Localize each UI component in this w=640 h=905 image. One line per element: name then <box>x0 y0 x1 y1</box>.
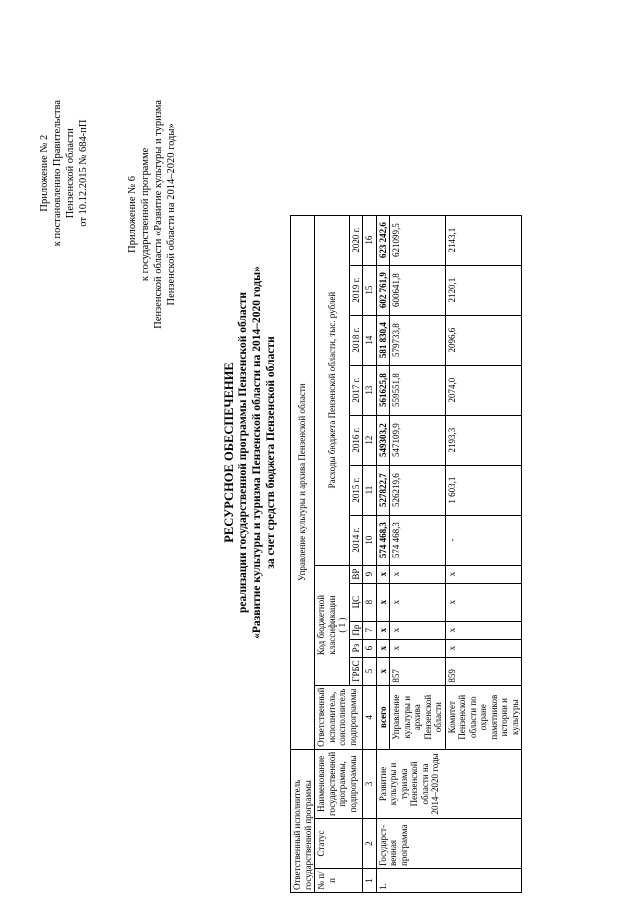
value-cell: 526219,6 <box>390 465 446 515</box>
value-cell: 574 468,3 <box>390 515 446 565</box>
col-number: 1 <box>363 869 377 893</box>
col-number: 16 <box>363 215 377 265</box>
responsible-label: Ответственный исполнитель государственной программы <box>291 749 315 892</box>
col-number: 2 <box>363 819 377 869</box>
grbs-cell: 859 <box>445 657 522 685</box>
header-budget-code-note: ( 1 ) <box>337 617 347 633</box>
column-numbers-row <box>363 215 377 892</box>
col-number: 4 <box>363 685 377 749</box>
col-number: 6 <box>363 639 377 657</box>
document-title <box>222 0 278 905</box>
header-vr: ВР <box>349 565 363 583</box>
header-status: Статус <box>315 819 363 869</box>
header-year-2016: 2016 г. <box>349 415 363 465</box>
responsible-value: Управление культуры и архива Пензенской области <box>291 215 315 749</box>
grbs-cell: 857 <box>390 657 446 685</box>
col-number: 3 <box>363 749 377 818</box>
header-budget-code <box>315 565 350 685</box>
value-cell: 549303,2 <box>376 415 390 465</box>
appendix-2-line2: к постановлению Правительства <box>52 100 63 247</box>
header-pr: Пр <box>349 621 363 639</box>
value-cell: 2120,1 <box>445 265 522 315</box>
grbs-cell: х <box>376 657 390 685</box>
header-year-2020: 2020 г. <box>349 215 363 265</box>
value-cell: 623 242,6 <box>376 215 390 265</box>
value-cell: - <box>445 515 522 565</box>
executor-cell: Управление культуры и архива Пензенской области <box>390 685 446 749</box>
row-status: Государст-венная программа <box>376 819 522 869</box>
header-year-2017: 2017 г. <box>349 365 363 415</box>
appendix-6-line1: Приложение № 6 <box>127 175 138 253</box>
header-grbs: ГРБС <box>349 657 363 685</box>
header-year-2014: 2014 г. <box>349 515 363 565</box>
header-executor: Ответственный исполнитель, соисполнитель подпрограммы <box>315 685 363 749</box>
col-number: 14 <box>363 315 377 365</box>
appendix-6-line4: Пензенской области на 2014–2020 годы» <box>166 123 177 306</box>
responsible-row <box>291 215 315 892</box>
value-cell: 2193,3 <box>445 415 522 465</box>
value-cell: 561625,8 <box>376 365 390 415</box>
value-cell: 574 468,3 <box>376 515 390 565</box>
title-line1: РЕСУРСНОЕ ОБЕСПЕЧЕНИЕ <box>222 362 236 543</box>
header-year-2019: 2019 г. <box>349 265 363 315</box>
appendix-6-line3: Пензенской области «Развитие культуры и туризма <box>153 100 164 329</box>
vr-cell: х <box>390 565 446 583</box>
pr-cell: х <box>445 621 522 639</box>
value-cell: 2074,0 <box>445 365 522 415</box>
col-number: 8 <box>363 583 377 621</box>
title-line2: реализации государственной программы Пензенской области <box>237 291 249 614</box>
value-cell: 2143,1 <box>445 215 522 265</box>
header-name: Наименование государственной программы, подпрограммы <box>315 749 363 818</box>
header-year-2018: 2018 г. <box>349 315 363 365</box>
value-cell: 559551,8 <box>390 365 446 415</box>
value-cell: 1 603,1 <box>445 465 522 515</box>
value-cell: 621099,5 <box>390 215 446 265</box>
header-cs: ЦС <box>349 583 363 621</box>
col-number: 5 <box>363 657 377 685</box>
pr-cell: х <box>390 621 446 639</box>
col-number: 7 <box>363 621 377 639</box>
row-name: Развитие культуры и туризма Пензенской области на 2014–2020 годы <box>376 749 522 818</box>
value-cell: 527822,7 <box>376 465 390 515</box>
col-number: 10 <box>363 515 377 565</box>
rz-cell: х <box>445 639 522 657</box>
title-line4: за счет средств бюджета Пензенской области <box>265 336 277 569</box>
header-rz: Рз <box>349 639 363 657</box>
value-cell: 2096,6 <box>445 315 522 365</box>
table-row <box>376 215 390 892</box>
title-line3: «Развитие культуры и туризма Пензенской области на 2014–2020 годы» <box>251 266 263 639</box>
header-num: № п/п <box>315 869 363 893</box>
col-number: 15 <box>363 265 377 315</box>
header-expenses: Расходы бюджета Пензенской области, тыс. рублей <box>315 215 350 565</box>
value-cell: 581 830,4 <box>376 315 390 365</box>
value-cell: 547109,9 <box>390 415 446 465</box>
appendix-6-line2: к государственной программе <box>140 147 151 282</box>
pr-cell: х <box>376 621 390 639</box>
col-number: 11 <box>363 465 377 515</box>
cs-cell: х <box>390 583 446 621</box>
col-number: 9 <box>363 565 377 583</box>
col-number: 13 <box>363 365 377 415</box>
value-cell: 600641,8 <box>390 265 446 315</box>
vr-cell: х <box>376 565 390 583</box>
appendix-2-line3: Пензенской области <box>65 128 76 219</box>
header-year-2015: 2015 г. <box>349 465 363 515</box>
header-budget-code-text: Код бюджетной классификации <box>316 594 337 656</box>
appendix-6-block <box>126 100 178 329</box>
resource-table <box>290 215 522 893</box>
appendix-2-block <box>38 100 90 246</box>
col-number: 12 <box>363 415 377 465</box>
rz-cell: х <box>376 639 390 657</box>
executor-cell: всего <box>376 685 390 749</box>
executor-cell: Комитет Пензенской области по охране памятников истории и культуры <box>445 685 522 749</box>
cs-cell: х <box>445 583 522 621</box>
appendix-2-line1: Приложение № 2 <box>39 134 50 212</box>
cs-cell: х <box>376 583 390 621</box>
value-cell: 579733,8 <box>390 315 446 365</box>
appendix-2-line4: от 10.12.2015 № 684-пП <box>78 119 89 227</box>
rz-cell: х <box>390 639 446 657</box>
row-num: 1. <box>376 869 522 893</box>
vr-cell: х <box>445 565 522 583</box>
value-cell: 602 761,9 <box>376 265 390 315</box>
header-row-1 <box>315 215 350 892</box>
